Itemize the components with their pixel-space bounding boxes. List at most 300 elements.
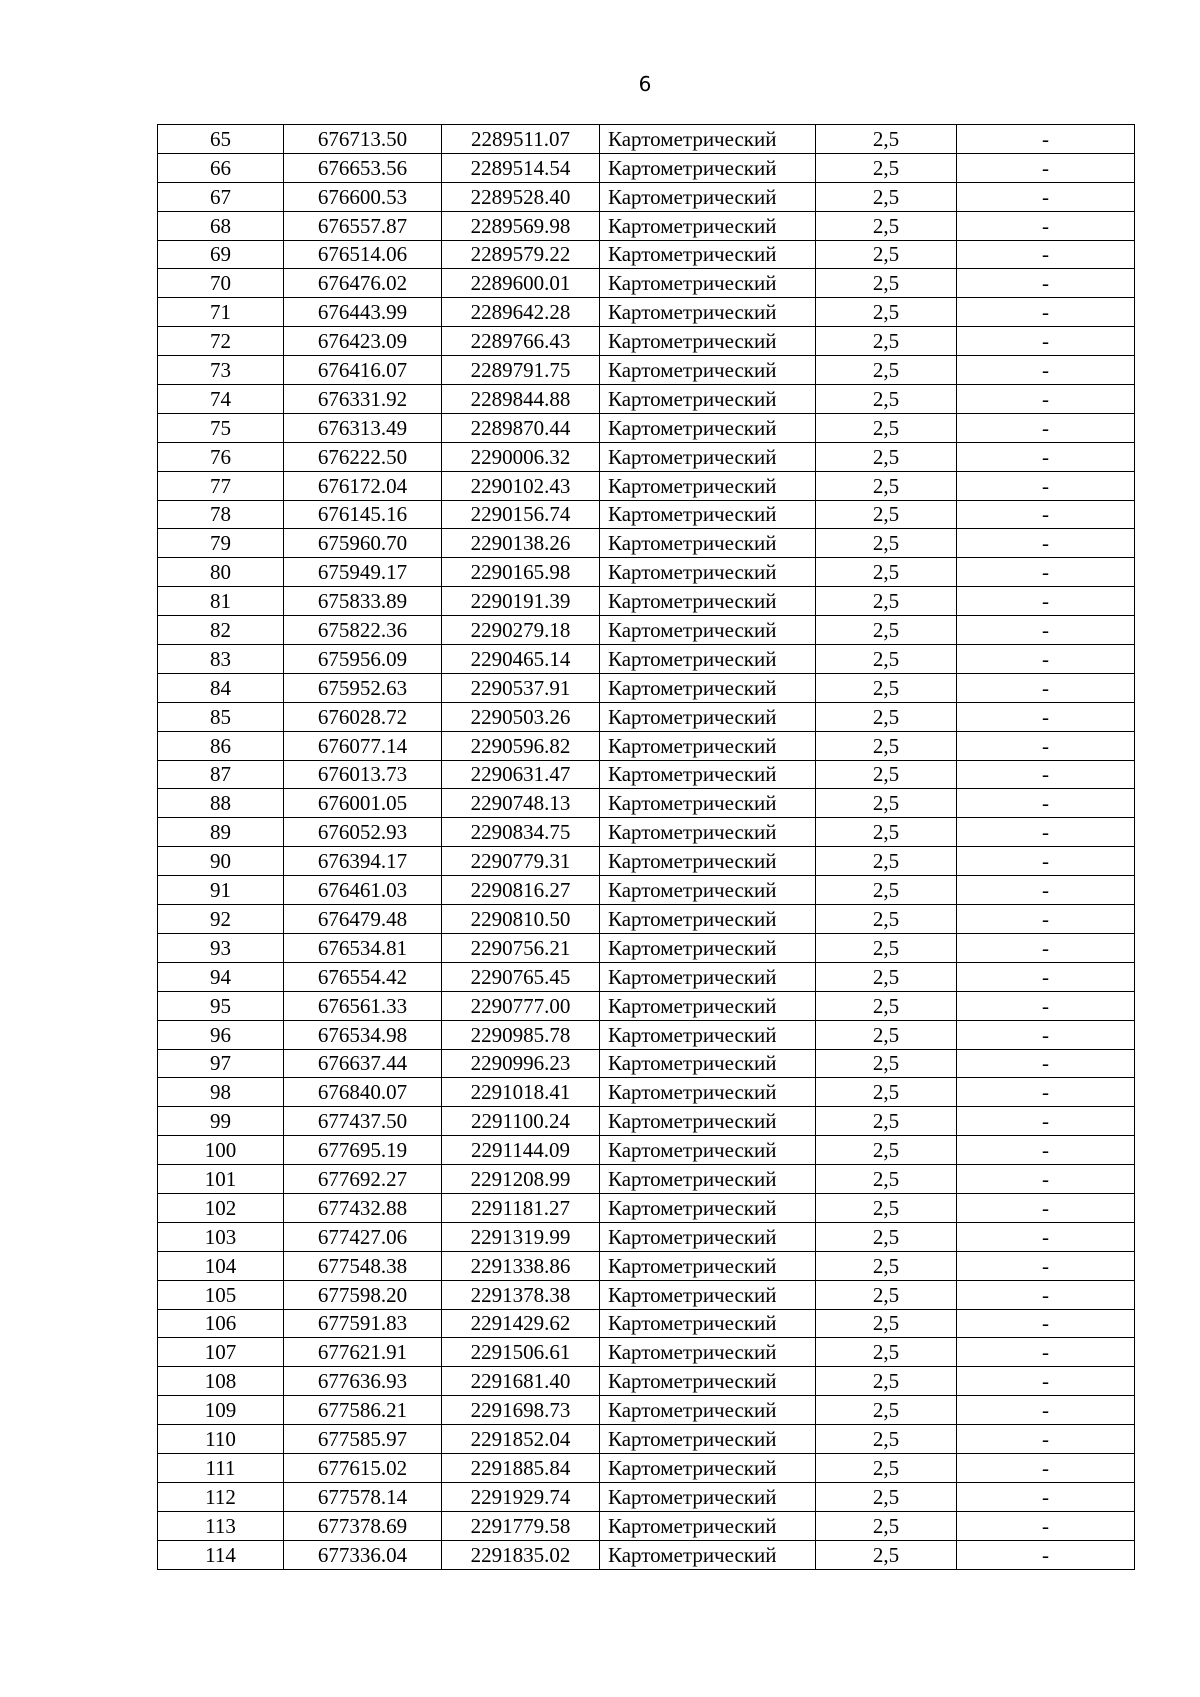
x-coordinate-cell: 677578.14 [284, 1482, 442, 1511]
table-row [158, 182, 1135, 211]
method-cell: Картометрический [600, 500, 816, 529]
point-number-cell: 99 [158, 1107, 284, 1136]
accuracy-cell: 2,5 [816, 1222, 957, 1251]
method-cell: Картометрический [600, 731, 816, 760]
table-row [158, 702, 1135, 731]
accuracy-cell: 2,5 [816, 558, 957, 587]
description-cell: - [957, 1338, 1135, 1367]
y-coordinate-cell: 2290779.31 [442, 847, 600, 876]
y-coordinate-cell: 2290810.50 [442, 905, 600, 934]
description-cell: - [957, 962, 1135, 991]
point-number-cell: 69 [158, 240, 284, 269]
coordinates-table [157, 124, 1135, 1570]
table-row [158, 1338, 1135, 1367]
point-number-cell: 71 [158, 298, 284, 327]
page-number: 6 [638, 72, 652, 96]
description-cell: - [957, 847, 1135, 876]
description-cell: - [957, 645, 1135, 674]
method-cell: Картометрический [600, 789, 816, 818]
y-coordinate-cell: 2289511.07 [442, 125, 600, 154]
point-number-cell: 88 [158, 789, 284, 818]
point-number-cell: 68 [158, 211, 284, 240]
point-number-cell: 111 [158, 1453, 284, 1482]
point-number-cell: 91 [158, 876, 284, 905]
x-coordinate-cell: 677336.04 [284, 1540, 442, 1569]
description-cell: - [957, 1309, 1135, 1338]
table-row [158, 1482, 1135, 1511]
x-coordinate-cell: 676561.33 [284, 991, 442, 1020]
description-cell: - [957, 240, 1135, 269]
point-number-cell: 112 [158, 1482, 284, 1511]
accuracy-cell: 2,5 [816, 269, 957, 298]
description-cell: - [957, 1136, 1135, 1165]
accuracy-cell: 2,5 [816, 876, 957, 905]
accuracy-cell: 2,5 [816, 587, 957, 616]
x-coordinate-cell: 677548.38 [284, 1251, 442, 1280]
table-row [158, 847, 1135, 876]
x-coordinate-cell: 675960.70 [284, 529, 442, 558]
accuracy-cell: 2,5 [816, 731, 957, 760]
x-coordinate-cell: 677692.27 [284, 1165, 442, 1194]
accuracy-cell: 2,5 [816, 1309, 957, 1338]
point-number-cell: 94 [158, 962, 284, 991]
accuracy-cell: 2,5 [816, 1020, 957, 1049]
x-coordinate-cell: 677695.19 [284, 1136, 442, 1165]
x-coordinate-cell: 676416.07 [284, 356, 442, 385]
point-number-cell: 67 [158, 182, 284, 211]
method-cell: Картометрический [600, 702, 816, 731]
point-number-cell: 107 [158, 1338, 284, 1367]
table-row [158, 645, 1135, 674]
point-number-cell: 89 [158, 818, 284, 847]
table-row [158, 1020, 1135, 1049]
x-coordinate-cell: 677591.83 [284, 1309, 442, 1338]
x-coordinate-cell: 676479.48 [284, 905, 442, 934]
point-number-cell: 79 [158, 529, 284, 558]
y-coordinate-cell: 2290138.26 [442, 529, 600, 558]
method-cell: Картометрический [600, 1107, 816, 1136]
x-coordinate-cell: 676145.16 [284, 500, 442, 529]
point-number-cell: 70 [158, 269, 284, 298]
description-cell: - [957, 153, 1135, 182]
x-coordinate-cell: 676394.17 [284, 847, 442, 876]
table-row [158, 1078, 1135, 1107]
accuracy-cell: 2,5 [816, 847, 957, 876]
x-coordinate-cell: 676077.14 [284, 731, 442, 760]
point-number-cell: 90 [158, 847, 284, 876]
description-cell: - [957, 760, 1135, 789]
point-number-cell: 102 [158, 1193, 284, 1222]
x-coordinate-cell: 677427.06 [284, 1222, 442, 1251]
y-coordinate-cell: 2290834.75 [442, 818, 600, 847]
method-cell: Картометрический [600, 125, 816, 154]
x-coordinate-cell: 675822.36 [284, 616, 442, 645]
x-coordinate-cell: 675956.09 [284, 645, 442, 674]
accuracy-cell: 2,5 [816, 1280, 957, 1309]
y-coordinate-cell: 2290996.23 [442, 1049, 600, 1078]
table-row [158, 500, 1135, 529]
description-cell: - [957, 731, 1135, 760]
description-cell: - [957, 1222, 1135, 1251]
point-number-cell: 110 [158, 1425, 284, 1454]
accuracy-cell: 2,5 [816, 702, 957, 731]
method-cell: Картометрический [600, 1136, 816, 1165]
y-coordinate-cell: 2290765.45 [442, 962, 600, 991]
accuracy-cell: 2,5 [816, 933, 957, 962]
method-cell: Картометрический [600, 1049, 816, 1078]
y-coordinate-cell: 2291181.27 [442, 1193, 600, 1222]
method-cell: Картометрический [600, 818, 816, 847]
method-cell: Картометрический [600, 1540, 816, 1569]
description-cell: - [957, 327, 1135, 356]
table-row [158, 673, 1135, 702]
accuracy-cell: 2,5 [816, 991, 957, 1020]
table-row [158, 760, 1135, 789]
table-row [158, 962, 1135, 991]
description-cell: - [957, 413, 1135, 442]
description-cell: - [957, 1540, 1135, 1569]
description-cell: - [957, 269, 1135, 298]
table-row [158, 240, 1135, 269]
accuracy-cell: 2,5 [816, 616, 957, 645]
method-cell: Картометрический [600, 760, 816, 789]
accuracy-cell: 2,5 [816, 327, 957, 356]
method-cell: Картометрический [600, 1453, 816, 1482]
method-cell: Картометрический [600, 876, 816, 905]
y-coordinate-cell: 2289791.75 [442, 356, 600, 385]
table-row [158, 731, 1135, 760]
y-coordinate-cell: 2291018.41 [442, 1078, 600, 1107]
method-cell: Картометрический [600, 962, 816, 991]
y-coordinate-cell: 2291429.62 [442, 1309, 600, 1338]
y-coordinate-cell: 2291681.40 [442, 1367, 600, 1396]
method-cell: Картометрический [600, 1482, 816, 1511]
table-row [158, 818, 1135, 847]
accuracy-cell: 2,5 [816, 1396, 957, 1425]
method-cell: Картометрический [600, 1338, 816, 1367]
description-cell: - [957, 1165, 1135, 1194]
method-cell: Картометрический [600, 1309, 816, 1338]
y-coordinate-cell: 2291144.09 [442, 1136, 600, 1165]
y-coordinate-cell: 2290165.98 [442, 558, 600, 587]
description-cell: - [957, 1251, 1135, 1280]
description-cell: - [957, 298, 1135, 327]
table-row [158, 1396, 1135, 1425]
y-coordinate-cell: 2290537.91 [442, 673, 600, 702]
method-cell: Картометрический [600, 1396, 816, 1425]
method-cell: Картометрический [600, 673, 816, 702]
point-number-cell: 81 [158, 587, 284, 616]
y-coordinate-cell: 2289569.98 [442, 211, 600, 240]
point-number-cell: 105 [158, 1280, 284, 1309]
method-cell: Картометрический [600, 1165, 816, 1194]
point-number-cell: 84 [158, 673, 284, 702]
y-coordinate-cell: 2290156.74 [442, 500, 600, 529]
point-number-cell: 72 [158, 327, 284, 356]
description-cell: - [957, 1367, 1135, 1396]
point-number-cell: 74 [158, 385, 284, 414]
y-coordinate-cell: 2289579.22 [442, 240, 600, 269]
y-coordinate-cell: 2289766.43 [442, 327, 600, 356]
point-number-cell: 85 [158, 702, 284, 731]
description-cell: - [957, 471, 1135, 500]
accuracy-cell: 2,5 [816, 1193, 957, 1222]
table-row [158, 442, 1135, 471]
accuracy-cell: 2,5 [816, 1136, 957, 1165]
description-cell: - [957, 587, 1135, 616]
description-cell: - [957, 558, 1135, 587]
y-coordinate-cell: 2290465.14 [442, 645, 600, 674]
accuracy-cell: 2,5 [816, 1338, 957, 1367]
description-cell: - [957, 905, 1135, 934]
x-coordinate-cell: 676653.56 [284, 153, 442, 182]
description-cell: - [957, 356, 1135, 385]
point-number-cell: 108 [158, 1367, 284, 1396]
accuracy-cell: 2,5 [816, 442, 957, 471]
description-cell: - [957, 1425, 1135, 1454]
x-coordinate-cell: 677432.88 [284, 1193, 442, 1222]
accuracy-cell: 2,5 [816, 1425, 957, 1454]
table-row [158, 211, 1135, 240]
x-coordinate-cell: 676461.03 [284, 876, 442, 905]
accuracy-cell: 2,5 [816, 760, 957, 789]
table-row [158, 413, 1135, 442]
x-coordinate-cell: 676514.06 [284, 240, 442, 269]
y-coordinate-cell: 2289642.28 [442, 298, 600, 327]
accuracy-cell: 2,5 [816, 471, 957, 500]
accuracy-cell: 2,5 [816, 1107, 957, 1136]
table-row [158, 616, 1135, 645]
y-coordinate-cell: 2290279.18 [442, 616, 600, 645]
x-coordinate-cell: 676476.02 [284, 269, 442, 298]
method-cell: Картометрический [600, 1251, 816, 1280]
point-number-cell: 97 [158, 1049, 284, 1078]
point-number-cell: 86 [158, 731, 284, 760]
y-coordinate-cell: 2291929.74 [442, 1482, 600, 1511]
x-coordinate-cell: 676840.07 [284, 1078, 442, 1107]
y-coordinate-cell: 2291378.38 [442, 1280, 600, 1309]
y-coordinate-cell: 2290191.39 [442, 587, 600, 616]
table-row [158, 933, 1135, 962]
y-coordinate-cell: 2290596.82 [442, 731, 600, 760]
table-row [158, 1107, 1135, 1136]
method-cell: Картометрический [600, 616, 816, 645]
table-row [158, 1309, 1135, 1338]
description-cell: - [957, 442, 1135, 471]
point-number-cell: 114 [158, 1540, 284, 1569]
accuracy-cell: 2,5 [816, 182, 957, 211]
description-cell: - [957, 1020, 1135, 1049]
x-coordinate-cell: 677378.69 [284, 1511, 442, 1540]
description-cell: - [957, 991, 1135, 1020]
x-coordinate-cell: 677437.50 [284, 1107, 442, 1136]
accuracy-cell: 2,5 [816, 125, 957, 154]
table-row [158, 991, 1135, 1020]
method-cell: Картометрический [600, 1425, 816, 1454]
accuracy-cell: 2,5 [816, 1540, 957, 1569]
description-cell: - [957, 1193, 1135, 1222]
table-row [158, 327, 1135, 356]
y-coordinate-cell: 2290985.78 [442, 1020, 600, 1049]
table-row [158, 153, 1135, 182]
y-coordinate-cell: 2290777.00 [442, 991, 600, 1020]
description-cell: - [957, 125, 1135, 154]
accuracy-cell: 2,5 [816, 673, 957, 702]
y-coordinate-cell: 2291208.99 [442, 1165, 600, 1194]
table-row [158, 1453, 1135, 1482]
method-cell: Картометрический [600, 645, 816, 674]
description-cell: - [957, 182, 1135, 211]
x-coordinate-cell: 676331.92 [284, 385, 442, 414]
accuracy-cell: 2,5 [816, 1165, 957, 1194]
table-row [158, 385, 1135, 414]
method-cell: Картометрический [600, 1078, 816, 1107]
point-number-cell: 73 [158, 356, 284, 385]
y-coordinate-cell: 2290503.26 [442, 702, 600, 731]
method-cell: Картометрический [600, 211, 816, 240]
x-coordinate-cell: 677598.20 [284, 1280, 442, 1309]
table-row [158, 1280, 1135, 1309]
table-row [158, 905, 1135, 934]
table-row [158, 298, 1135, 327]
description-cell: - [957, 1049, 1135, 1078]
point-number-cell: 104 [158, 1251, 284, 1280]
description-cell: - [957, 385, 1135, 414]
y-coordinate-cell: 2290816.27 [442, 876, 600, 905]
point-number-cell: 76 [158, 442, 284, 471]
x-coordinate-cell: 676554.42 [284, 962, 442, 991]
x-coordinate-cell: 676001.05 [284, 789, 442, 818]
point-number-cell: 109 [158, 1396, 284, 1425]
accuracy-cell: 2,5 [816, 500, 957, 529]
y-coordinate-cell: 2290756.21 [442, 933, 600, 962]
method-cell: Картометрический [600, 1020, 816, 1049]
description-cell: - [957, 1482, 1135, 1511]
description-cell: - [957, 529, 1135, 558]
method-cell: Картометрический [600, 1367, 816, 1396]
description-cell: - [957, 789, 1135, 818]
table-row [158, 1222, 1135, 1251]
description-cell: - [957, 1107, 1135, 1136]
method-cell: Картометрический [600, 298, 816, 327]
method-cell: Картометрический [600, 153, 816, 182]
accuracy-cell: 2,5 [816, 1482, 957, 1511]
accuracy-cell: 2,5 [816, 818, 957, 847]
point-number-cell: 77 [158, 471, 284, 500]
table-row [158, 1049, 1135, 1078]
y-coordinate-cell: 2290006.32 [442, 442, 600, 471]
accuracy-cell: 2,5 [816, 153, 957, 182]
description-cell: - [957, 933, 1135, 962]
y-coordinate-cell: 2291100.24 [442, 1107, 600, 1136]
accuracy-cell: 2,5 [816, 298, 957, 327]
description-cell: - [957, 500, 1135, 529]
x-coordinate-cell: 677615.02 [284, 1453, 442, 1482]
description-cell: - [957, 1396, 1135, 1425]
point-number-cell: 93 [158, 933, 284, 962]
method-cell: Картометрический [600, 991, 816, 1020]
x-coordinate-cell: 677621.91 [284, 1338, 442, 1367]
x-coordinate-cell: 676443.99 [284, 298, 442, 327]
accuracy-cell: 2,5 [816, 413, 957, 442]
x-coordinate-cell: 677586.21 [284, 1396, 442, 1425]
y-coordinate-cell: 2290748.13 [442, 789, 600, 818]
description-cell: - [957, 702, 1135, 731]
table-row [158, 1251, 1135, 1280]
y-coordinate-cell: 2289844.88 [442, 385, 600, 414]
method-cell: Картометрический [600, 269, 816, 298]
table-row [158, 471, 1135, 500]
point-number-cell: 100 [158, 1136, 284, 1165]
table-row [158, 1367, 1135, 1396]
accuracy-cell: 2,5 [816, 1078, 957, 1107]
x-coordinate-cell: 676013.73 [284, 760, 442, 789]
point-number-cell: 106 [158, 1309, 284, 1338]
method-cell: Картометрический [600, 587, 816, 616]
point-number-cell: 87 [158, 760, 284, 789]
table-row [158, 1136, 1135, 1165]
x-coordinate-cell: 676637.44 [284, 1049, 442, 1078]
method-cell: Картометрический [600, 529, 816, 558]
point-number-cell: 92 [158, 905, 284, 934]
table-row [158, 356, 1135, 385]
table-row [158, 269, 1135, 298]
point-number-cell: 65 [158, 125, 284, 154]
accuracy-cell: 2,5 [816, 356, 957, 385]
accuracy-cell: 2,5 [816, 211, 957, 240]
accuracy-cell: 2,5 [816, 385, 957, 414]
x-coordinate-cell: 675949.17 [284, 558, 442, 587]
y-coordinate-cell: 2291885.84 [442, 1453, 600, 1482]
x-coordinate-cell: 676534.98 [284, 1020, 442, 1049]
method-cell: Картометрический [600, 1280, 816, 1309]
method-cell: Картометрический [600, 413, 816, 442]
table-row [158, 1165, 1135, 1194]
y-coordinate-cell: 2289528.40 [442, 182, 600, 211]
description-cell: - [957, 1078, 1135, 1107]
x-coordinate-cell: 676557.87 [284, 211, 442, 240]
table-row [158, 1511, 1135, 1540]
x-coordinate-cell: 676713.50 [284, 125, 442, 154]
y-coordinate-cell: 2289600.01 [442, 269, 600, 298]
y-coordinate-cell: 2290102.43 [442, 471, 600, 500]
y-coordinate-cell: 2291319.99 [442, 1222, 600, 1251]
accuracy-cell: 2,5 [816, 529, 957, 558]
y-coordinate-cell: 2291835.02 [442, 1540, 600, 1569]
method-cell: Картометрический [600, 558, 816, 587]
method-cell: Картометрический [600, 327, 816, 356]
x-coordinate-cell: 676028.72 [284, 702, 442, 731]
description-cell: - [957, 1453, 1135, 1482]
table-row [158, 125, 1135, 154]
point-number-cell: 78 [158, 500, 284, 529]
accuracy-cell: 2,5 [816, 1049, 957, 1078]
point-number-cell: 95 [158, 991, 284, 1020]
accuracy-cell: 2,5 [816, 789, 957, 818]
y-coordinate-cell: 2291506.61 [442, 1338, 600, 1367]
table-row [158, 789, 1135, 818]
table-row [158, 876, 1135, 905]
method-cell: Картометрический [600, 933, 816, 962]
description-cell: - [957, 818, 1135, 847]
point-number-cell: 83 [158, 645, 284, 674]
method-cell: Картометрический [600, 182, 816, 211]
table-row [158, 1193, 1135, 1222]
coordinates-table-body [158, 125, 1135, 1570]
y-coordinate-cell: 2289870.44 [442, 413, 600, 442]
x-coordinate-cell: 676172.04 [284, 471, 442, 500]
accuracy-cell: 2,5 [816, 645, 957, 674]
